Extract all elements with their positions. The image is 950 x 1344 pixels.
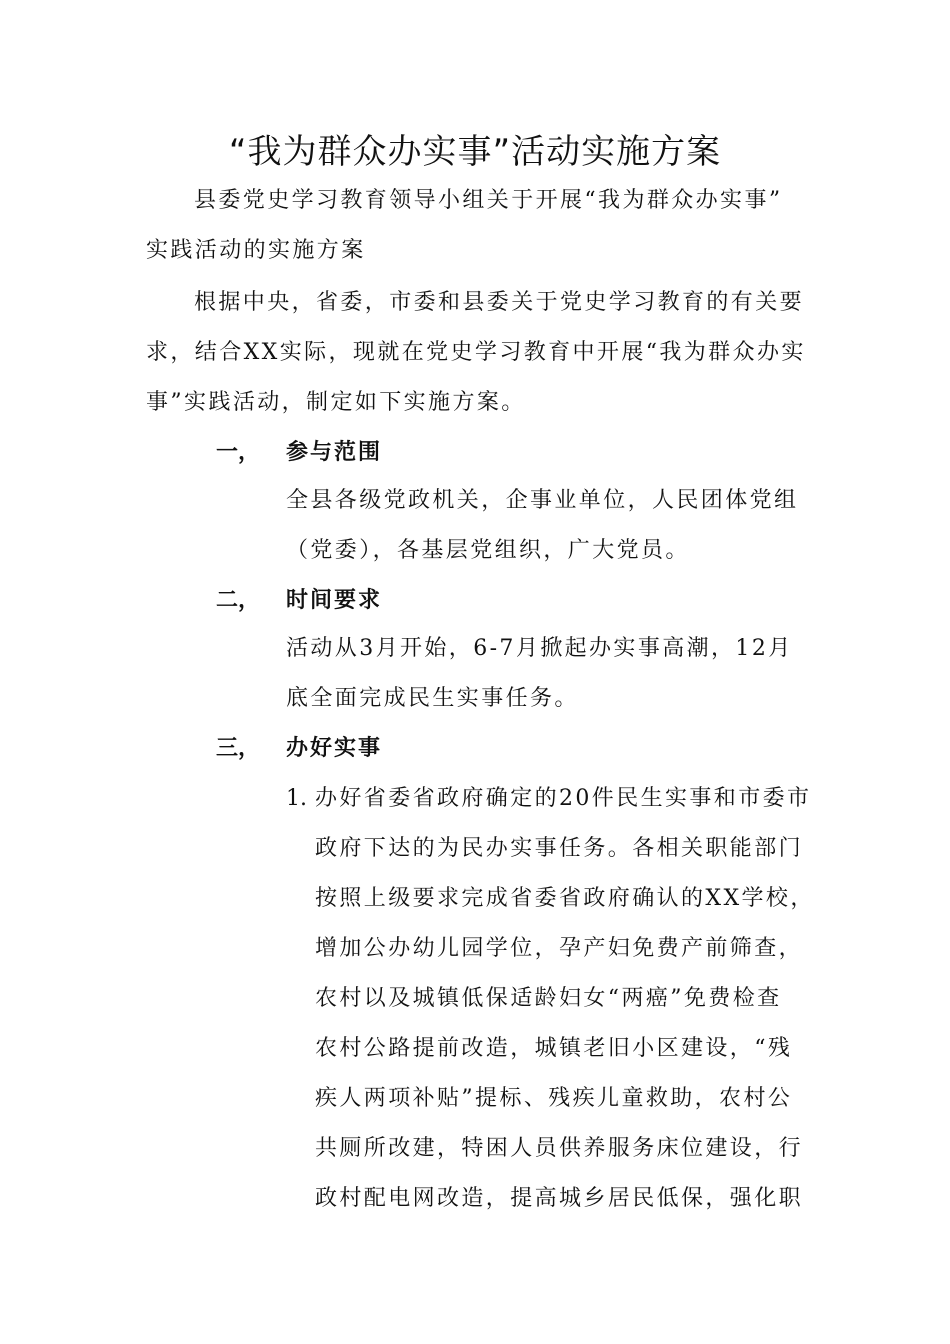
section-2-line-1: 活动从3月开始，6-7月掀起办实事高潮，12月: [286, 636, 793, 661]
section-3-line-2: 政府下达的为民办实事任务。各相关职能部门: [315, 836, 804, 861]
section-1-line-1: 全县各级党政机关，企事业单位，人民团体党组: [286, 488, 799, 513]
section-3-line-1: 办好省委省政府确定的20件民生实事和市委市: [315, 786, 812, 811]
section-3-number: 三，: [216, 736, 261, 761]
section-1-number: 一，: [216, 440, 261, 465]
section-2-line-2: 底全面完成民生实事任务。: [286, 686, 579, 711]
intro-line-3: 事”实践活动，制定如下实施方案。: [146, 390, 526, 415]
section-3-line-5: 农村以及城镇低保适龄妇女“两癌”免费检查: [315, 986, 782, 1011]
section-2-number: 二，: [216, 588, 261, 613]
intro-line-1: 根据中央，省委，市委和县委关于党史学习教育的有关要: [194, 290, 805, 315]
section-1-heading: 参与范围: [286, 440, 383, 465]
section-3-line-8: 共厕所改建，特困人员供养服务床位建设，行: [315, 1136, 804, 1161]
section-3-line-3: 按照上级要求完成省委省政府确认的XX学校，: [315, 886, 815, 911]
subtitle-line-1: 县委党史学习教育领导小组关于开展“我为群众办实事”: [194, 188, 783, 213]
section-3-line-9: 政村配电网改造，提高城乡居民低保，强化职: [315, 1186, 804, 1211]
intro-line-2: 求，结合XX实际，现就在党史学习教育中开展“我为群众办实: [146, 340, 806, 365]
subtitle-line-2: 实践活动的实施方案: [146, 238, 366, 263]
section-3-line-7: 疾人两项补贴”提标、残疾儿童救助，农村公: [315, 1086, 793, 1111]
section-1-line-2: （党委），各基层党组织，广大党员。: [286, 538, 690, 563]
list-marker: 1.: [286, 786, 307, 811]
section-3-heading: 办好实事: [286, 736, 383, 761]
section-2-heading: 时间要求: [286, 588, 383, 613]
document-title: “我为群众办实事”活动实施方案: [228, 132, 722, 172]
section-3-line-4: 增加公办幼儿园学位，孕产妇免费产前筛查，: [315, 936, 804, 961]
section-3-line-6: 农村公路提前改造，城镇老旧小区建设，“残: [315, 1036, 793, 1061]
